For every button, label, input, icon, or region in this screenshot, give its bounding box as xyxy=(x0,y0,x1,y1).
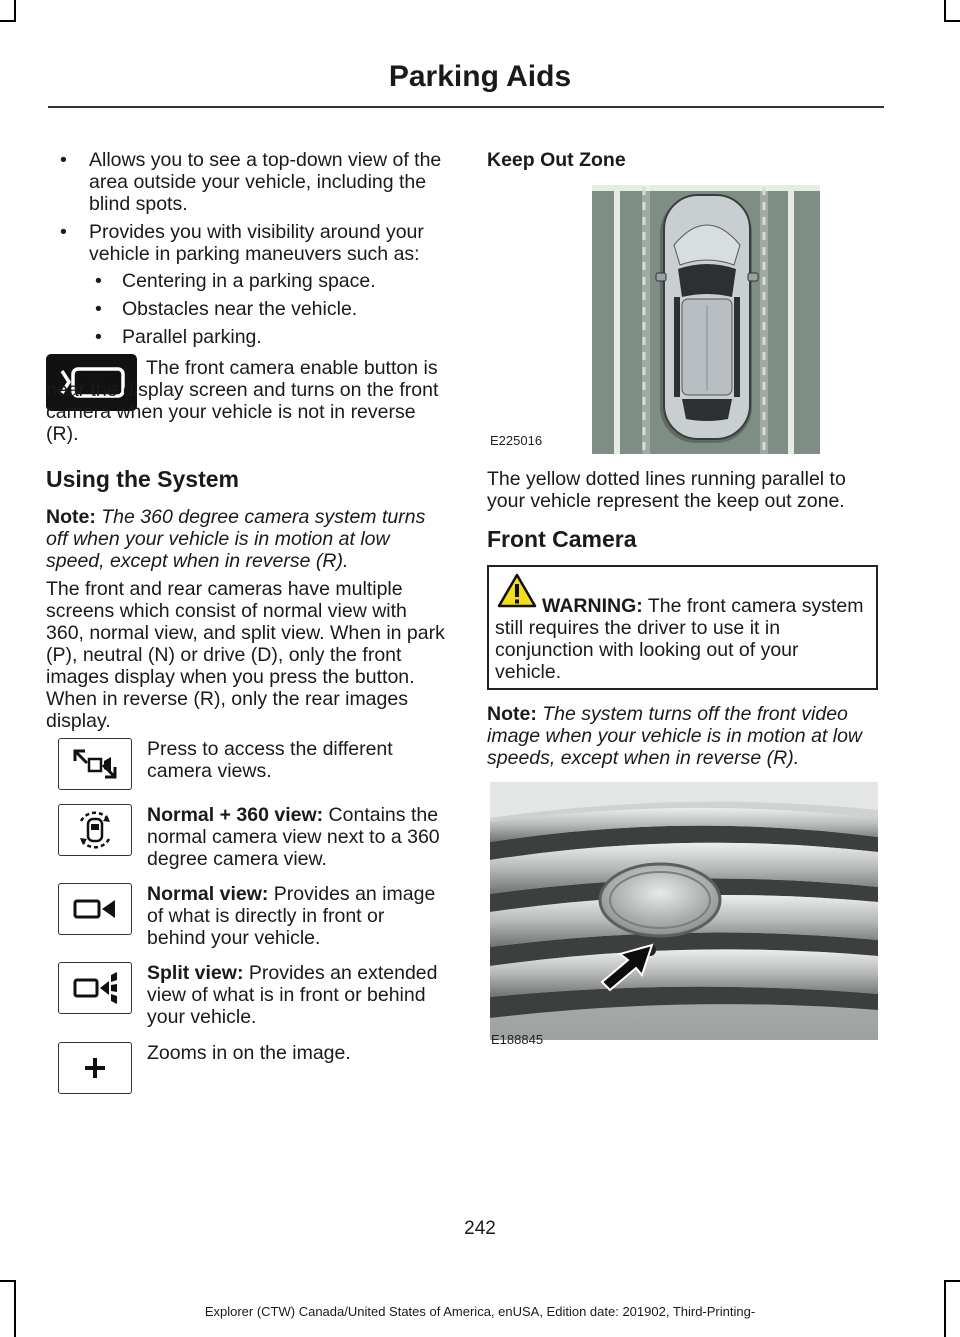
note-text: The system turns off the front video image when your vehicle is in motion at low speeds, except when in reverse (R). xyxy=(487,703,863,769)
zoom-in-button-icon xyxy=(58,1042,132,1094)
paragraph: The front and rear cameras have multiple screens which consist of normal view with 360, normal view, and split view. When in park (P), neutral (N) or drive (D), only the front images display when you press the button. When in reverse (R), only the rear images display. xyxy=(46,578,445,732)
keep-out-zone-figure xyxy=(592,185,820,454)
view-description-1 xyxy=(147,738,447,782)
figure-code: E188845 xyxy=(491,1032,544,1047)
list-item: • xyxy=(60,221,67,243)
crop-mark xyxy=(944,20,960,22)
sub-list-item: • xyxy=(95,270,102,292)
list-item-text: Provides you with visibility around your vehicle in parking maneuvers such as: xyxy=(89,221,424,265)
front-button-description xyxy=(46,357,449,445)
section-title-front-camera: Front Camera xyxy=(487,526,637,552)
sub-list-item: • xyxy=(95,298,102,320)
note-label: Note: xyxy=(46,506,96,528)
sub-list-item-text: Centering in a parking space. xyxy=(122,270,376,292)
front-camera-location-figure xyxy=(490,782,878,1040)
normal-360-view-button-icon xyxy=(58,804,132,856)
header-divider xyxy=(48,106,884,108)
note xyxy=(46,506,450,572)
camera-views-icon xyxy=(71,747,119,781)
view-label: Normal + 360 view: xyxy=(147,804,324,826)
note-label: Note: xyxy=(487,703,537,725)
crop-mark xyxy=(0,1280,16,1282)
view-description-3 xyxy=(147,883,447,949)
normal-360-view-icon xyxy=(71,809,119,851)
view-label: Normal view: xyxy=(147,883,269,905)
view-label: Split view: xyxy=(147,962,244,984)
keep-out-zone-title: Keep Out Zone xyxy=(487,149,626,171)
crop-mark xyxy=(944,0,946,22)
sub-list-item-text: Parallel parking. xyxy=(122,326,262,348)
crop-mark xyxy=(0,20,16,22)
view-text: Provides an extended view of what is in front or behind your vehicle. xyxy=(147,962,438,1028)
sub-list-item-text: Obstacles near the vehicle. xyxy=(122,298,358,320)
page-title: Parking Aids xyxy=(388,60,572,93)
crop-mark xyxy=(944,1280,960,1282)
warning-label: WARNING: xyxy=(542,595,643,617)
camera-views-button-icon xyxy=(58,738,132,790)
page-number: 242 xyxy=(464,1218,496,1239)
view-text: Zooms in on the image. xyxy=(147,1042,351,1064)
warning-text-block xyxy=(495,595,867,683)
figure-code: E225016 xyxy=(490,433,543,448)
list-item: • xyxy=(60,149,67,171)
normal-view-icon xyxy=(71,894,119,924)
list-item-text: Allows you to see a top-down view of the area outside your vehicle, including the blind spots. xyxy=(89,149,442,215)
view-text: Press to access the different camera views. xyxy=(147,738,393,782)
view-text: Provides an image of what is directly in front or behind your vehicle. xyxy=(147,883,436,949)
note-text: The 360 degree camera system turns off when your vehicle is in motion at low speed, except when in reverse (R). xyxy=(46,506,426,572)
view-description-4 xyxy=(147,962,447,1028)
sub-list-item: • xyxy=(95,326,102,348)
normal-view-button-icon xyxy=(58,883,132,935)
front-camera-note xyxy=(487,703,882,769)
view-description-2 xyxy=(147,804,447,870)
section-title-using-system: Using the System xyxy=(46,466,239,492)
crop-mark xyxy=(14,0,16,22)
split-view-button-icon xyxy=(58,962,132,1014)
split-view-icon xyxy=(71,971,119,1005)
footer-edition: Explorer (CTW) Canada/United States of America, enUSA, Edition date: 201902, Third-Printing- xyxy=(204,1304,756,1319)
keep-out-description: The yellow dotted lines running parallel to your vehicle represent the keep out zone. xyxy=(487,468,846,512)
view-description-5 xyxy=(147,1042,447,1064)
front-button-text: The front camera enable button is near the display screen and turns on the front camera when your vehicle is not in reverse (R). xyxy=(46,357,439,445)
warning-text: The front camera system still requires the driver to use it in conjunction with looking out of your vehicle. xyxy=(495,595,864,683)
view-text: Contains the normal camera view next to a 360 degree camera view. xyxy=(147,804,440,870)
zoom-in-icon xyxy=(80,1053,110,1083)
